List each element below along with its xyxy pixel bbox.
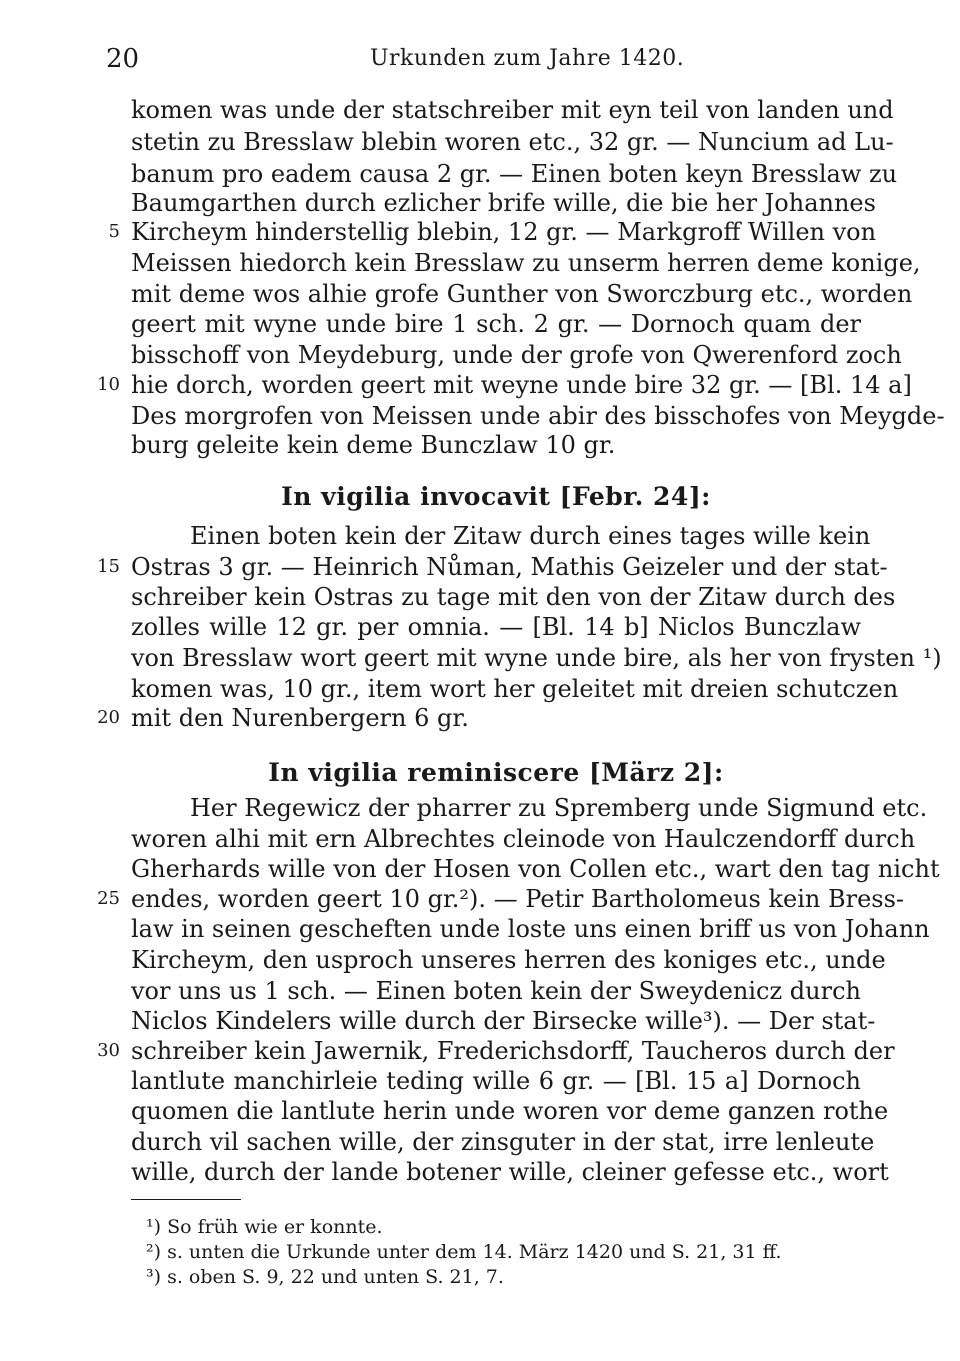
text-line: komen was unde der statschreiber mit eyn teil von landen und <box>131 96 894 124</box>
line-number: 10 <box>97 374 120 395</box>
line-number: 30 <box>97 1040 120 1061</box>
section-heading: In vigilia reminiscere [März 2]: <box>268 758 724 787</box>
text-line: Meissen hiedorch kein Bresslaw zu unserm herren deme konige, <box>131 249 921 277</box>
text-line: Einen boten kein der Zitaw durch eines tages wille kein <box>190 522 871 550</box>
text-line: quomen die lantlute herin unde woren vor deme ganzen rothe <box>131 1097 889 1125</box>
text-line: law in seinen gescheften unde loste uns einen briff us von Johann <box>131 915 930 943</box>
footnote: ²) s. unten die Urkunde unter dem 14. März 1420 und S. 21, 31 ff. <box>146 1241 782 1263</box>
line-number: 15 <box>97 556 120 577</box>
section-heading: In vigilia invocavit [Febr. 24]: <box>281 482 711 511</box>
footnote: ¹) So früh wie er konnte. <box>146 1216 383 1238</box>
line-number: 25 <box>97 888 120 909</box>
running-head: Urkunden zum Jahre 1420. <box>370 46 685 71</box>
text-line: Niclos Kindelers wille durch der Birsecke wille³). — Der stat- <box>131 1007 876 1035</box>
footnote-rule <box>131 1199 241 1200</box>
text-line: Gherhards wille von der Hosen von Collen etc., wart den tag nicht <box>131 855 940 883</box>
text-line: Her Regewicz der pharrer zu Spremberg unde Sigmund etc. <box>190 794 928 822</box>
text-line: mit deme wos alhie grofe Gunther von Sworczburg etc., worden <box>131 280 913 308</box>
text-line: durch vil sachen wille, der zinsguter in der stat, irre lenleute <box>131 1128 875 1156</box>
text-line: lantlute manchirleie teding wille 6 gr. — [Bl. 15 a] Dornoch <box>131 1067 861 1095</box>
line-number: 20 <box>97 707 120 728</box>
text-line: mit den Nurenbergern 6 gr. <box>131 704 469 732</box>
text-line: Ostras 3 gr. — Heinrich Nůman, Mathis Geizeler und der stat- <box>131 553 888 581</box>
text-line: Kircheym, den usproch unseres herren des koniges etc., unde <box>131 946 886 974</box>
text-line: stetin zu Bresslaw blebin woren etc., 32 gr. — Nuncium ad Lu- <box>131 128 894 156</box>
line-number: 5 <box>108 221 120 242</box>
text-line: wille, durch der lande botener wille, cleiner gefesse etc., wort <box>131 1158 889 1186</box>
text-line: komen was, 10 gr., item wort her geleitet mit dreien schutczen <box>131 675 899 703</box>
text-line: woren alhi mit ern Albrechtes cleinode von Haulczendorff durch <box>131 825 916 853</box>
text-line: hie dorch, worden geert mit weyne unde bire 32 gr. — [Bl. 14 a] <box>131 371 912 399</box>
text-line: zolles wille 12 gr. per omnia. — [Bl. 14 b] Niclos Bunczlaw <box>131 613 861 641</box>
text-line: Des morgrofen von Meissen unde abir des bisschofes von Meygde- <box>131 402 945 430</box>
text-line: burg geleite kein deme Bunczlaw 10 gr. <box>131 431 616 459</box>
text-line: schreiber kein Jawernik, Frederichsdorff, Taucheros durch der <box>131 1037 895 1065</box>
page-number: 20 <box>106 44 140 74</box>
text-line: schreiber kein Ostras zu tage mit den von der Zitaw durch des <box>131 583 896 611</box>
text-line: geert mit wyne unde bire 1 sch. 2 gr. — Dornoch quam der <box>131 310 861 338</box>
text-line: vor uns us 1 sch. — Einen boten kein der Sweydenicz durch <box>131 977 861 1005</box>
text-line: Baumgarthen durch ezlicher brife wille, die bie her Johannes <box>131 189 876 217</box>
text-line: Kircheym hinderstellig blebin, 12 gr. — Markgroff Willen von <box>131 218 877 246</box>
text-line: von Bresslaw wort geert mit wyne unde bire, als her von frysten ¹) <box>131 644 942 672</box>
text-line: bisschoff von Meydeburg, unde der grofe von Qwerenford zoch <box>131 341 902 369</box>
footnote: ³) s. oben S. 9, 22 und unten S. 21, 7. <box>146 1266 504 1288</box>
text-line: banum pro eadem causa 2 gr. — Einen boten keyn Bresslaw zu <box>131 160 898 188</box>
text-line: endes, worden geert 10 gr.²). — Petir Bartholomeus kein Bress- <box>131 885 905 913</box>
